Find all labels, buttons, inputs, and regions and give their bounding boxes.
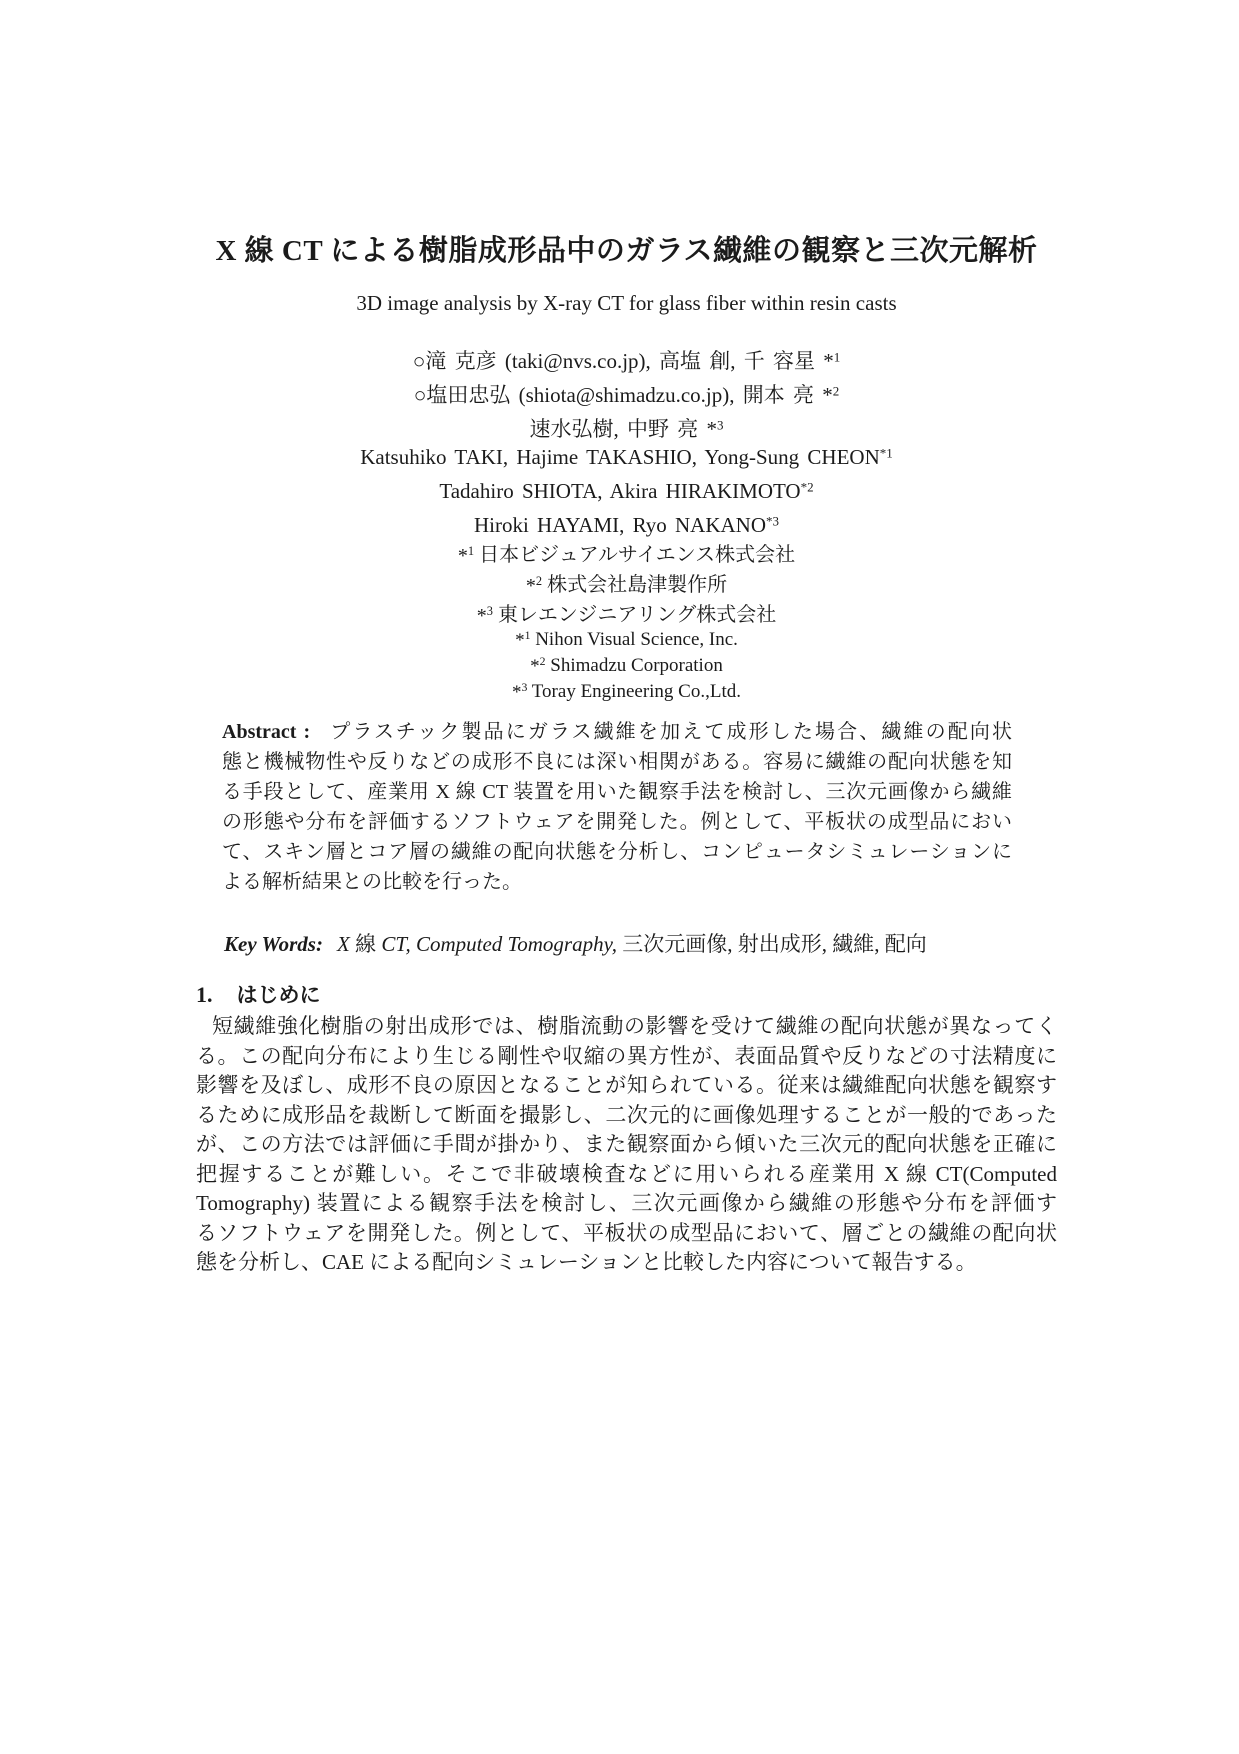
affiliation-name: 株式会社島津製作所 [542,574,728,596]
affiliation-marker-number: 1 [524,629,531,643]
body-line: るソフトウェアを開発した。例として、平板状の成型品において、層ごとの繊維の配向状 [196,1220,1057,1245]
affiliation-marker-number: 2 [539,655,546,669]
keywords-line [224,928,1024,958]
author-names: Hiroki HAYAMI, Ryo NAKANO [473,513,767,537]
paper-title-en: 3D image analysis by X-ray CT for glass fiber within resin casts [356,291,897,315]
affiliation-marker-number: 1 [467,543,475,558]
abstract-line: 態と機械物性や反りなどの成形不良には深い相関がある。容易に繊維の配向状態を知 [222,751,1012,773]
abstract-line: て、スキン層とコア層の繊維の配向状態を分析し、コンピュータシミュレーションに [222,841,1012,863]
keywords-text: X [336,932,350,956]
abstract-line [222,717,1012,747]
affiliation-marker: *3 [766,513,780,529]
author-line-ja [96,378,1157,412]
authors-japanese [96,344,1157,446]
affiliation-name: 日本ビジュアルサイエンス株式会社 [474,544,796,566]
affiliation-marker: * [457,545,468,567]
affiliation-name: Nihon Visual Science, Inc. [530,629,738,650]
author-line-en [96,440,1157,474]
paper-title-ja: X 線 CT による樹脂成形品中のガラス繊維の観察と三次元解析 [215,235,1038,267]
affiliation-name: Shimadzu Corporation [545,654,723,676]
body-line: 影響を及ぼし、成形不良の原因となることが知られている。従来は繊維配向状態を観察す [196,1073,1057,1097]
abstract-line: よる解析結果との比較を行った。 [222,871,522,893]
affiliation-marker: 1 [833,349,841,365]
authors-english [96,440,1157,542]
section-1-paragraph [196,1012,1057,1278]
affiliation-marker-number: 3 [486,603,493,618]
affiliation-name: 東レエンジニアリング株式会社 [492,604,777,626]
affiliation-marker: *1 [879,445,893,461]
body-line: 把握することが難しい。そこで非破壊検査などに用いられる産業用 X 線 CT(Computed [196,1161,1057,1186]
section-1-heading [196,979,1057,1009]
abstract-text: プラスチック製品にガラス繊維を加えて成形した場合、繊維の配向状 [328,721,1012,743]
body-line: る。この配向分布により生じる剛性や収縮の異方性が、表面品質や反りなどの寸法精度に [196,1043,1057,1068]
affiliation-marker: * [476,605,487,627]
author-line-ja [96,344,1157,378]
affiliation-marker: * [511,681,522,703]
affiliation-line-ja [96,571,1157,601]
affiliation-marker: 3 [716,417,724,433]
affiliation-marker: * [530,655,540,677]
keywords-text: 三次元画像, 射出成形, 繊維, 配向 [617,932,927,956]
affiliations-japanese [96,541,1157,631]
abstract-line: の形態や分布を評価するソフトウェアを開発した。例として、平板状の成型品におい [222,811,1012,833]
affiliation-marker-number: 2 [535,573,543,588]
body-line: 短繊維強化樹脂の射出成形では、樹脂流動の影響を受けて繊維の配向状態が異なってく [212,1014,1057,1038]
keywords-text: CT, Computed Tomography, [381,932,618,956]
affiliation-marker-number: 3 [521,681,528,694]
affiliation-marker: 2 [832,383,840,399]
section-title: はじめに [236,984,321,1007]
affiliation-line-en [96,653,1157,679]
body-line: るために成形品を裁断して断面を撮影し、二次元的に画像処理することが一般的であった [196,1102,1057,1127]
affiliation-line-ja [96,541,1157,571]
affiliation-line-en [96,679,1157,705]
keywords-text: 線 [349,932,382,956]
author-names: ○滝 克彦 (taki@nvs.co.jp), 高塩 創, 千 容星 * [412,349,834,373]
affiliation-marker: *2 [800,479,814,495]
abstract-section [222,717,1012,897]
author-line-en [96,508,1157,542]
body-line: 態を分析し、CAE による配向シミュレーションと比較した内容について報告する。 [196,1250,977,1274]
affiliation-line-en [96,627,1157,653]
keywords-label: Key Words: [224,932,323,956]
abstract-label: Abstract : [222,721,311,743]
body-line: が、この方法では評価に手間が掛かり、また観察面から傾いた三次元的配向状態を正確に [196,1132,1057,1156]
author-names: Katsuhiko TAKI, Hajime TAKASHIO, Yong-Sung CHEON [360,445,880,469]
author-names: 速水弘樹, 中野 亮 * [529,417,717,441]
affiliation-marker: * [515,629,525,651]
affiliations-english [96,627,1157,705]
body-line: Tomography) 装置による観察手法を検討し、三次元画像から繊維の形態や分布を評価す [196,1191,1057,1215]
abstract-line: る手段として、産業用 X 線 CT 装置を用いた観察手法を検討し、三次元画像から繊維 [222,781,1012,803]
author-names: ○塩田忠弘 (shiota@shimadzu.co.jp), 開本 亮 * [413,383,833,407]
affiliation-name: Toray Engineering Co.,Ltd. [527,680,741,702]
author-names: Tadahiro SHIOTA, Akira HIRAKIMOTO [439,479,801,503]
author-line-en [96,474,1157,508]
section-number: 1. [196,982,213,1007]
affiliation-marker: * [525,575,536,597]
